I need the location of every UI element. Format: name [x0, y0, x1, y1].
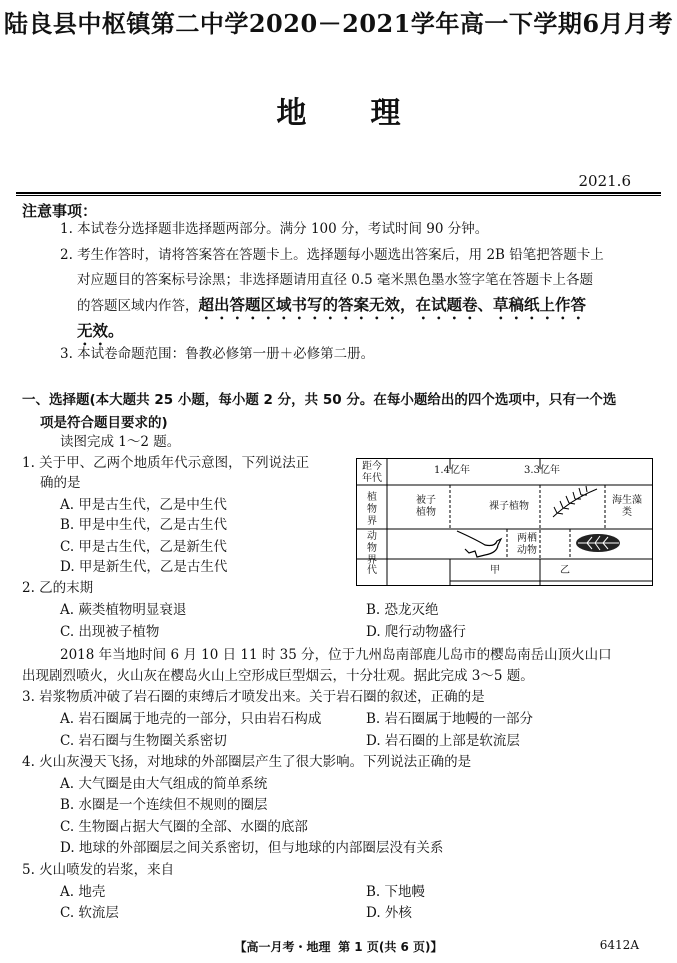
era-yi: 乙 — [560, 565, 570, 576]
dinosaur-drawing — [457, 531, 501, 557]
row-label-plants: 植物界 — [367, 492, 377, 527]
notice-item-2-line-1: 2. 考生作答时，请将答案答在答题卡上。选择题每小题选出答案后，用 2B 铅笔把答题卡上 — [60, 247, 604, 263]
question-1-option-d: D. 甲是新生代，乙是古生代 — [60, 559, 228, 575]
question-4-option-a: A. 大气圈是由大气组成的简单系统 — [60, 776, 268, 792]
question-5-option-b: B. 下地幔 — [366, 884, 426, 900]
era-jia: 甲 — [490, 565, 500, 576]
notice-item-2-emphasis-end: 无效。 — [77, 322, 124, 340]
question-2-stem: 2. 乙的末期 — [22, 580, 94, 596]
question-2-option-c: C. 出现被子植物 — [60, 624, 160, 640]
row-label-animals: 动物界 — [367, 531, 377, 566]
question-2-option-a: A. 蕨类植物明显衰退 — [60, 602, 187, 618]
footer-page: 第 1 页(共 6 页)】 — [338, 940, 443, 954]
question-1-stem-line-1: 1. 关于甲、乙两个地质年代示意图，下列说法正 — [22, 455, 310, 471]
question-5-option-c: C. 软流层 — [60, 905, 119, 921]
question-3-option-d: D. 岩石圈的上部是软流层 — [366, 733, 520, 749]
header-rule — [16, 192, 661, 194]
notice-item-3: 3. 本试卷命题范围：鲁教必修第一册＋必修第二册。 — [60, 346, 375, 362]
figure-intro: 读图完成 1～2 题。 — [60, 434, 181, 450]
question-5-option-a: A. 地壳 — [60, 884, 106, 900]
row-label-years: 距今年代 — [362, 461, 382, 484]
subject-title: 地理 — [276, 96, 465, 131]
geologic-era-figure — [356, 458, 653, 586]
exam-date: 2021.6 — [578, 172, 631, 190]
plant-angiosperm: 被子植物 — [416, 495, 436, 518]
leaf-fossil-drawing — [576, 534, 620, 552]
header-rule-thin — [16, 195, 661, 196]
time-mark-1: 1.4亿年 — [434, 465, 470, 476]
question-4-option-b: B. 水圈是一个连续但不规则的圈层 — [60, 797, 268, 813]
notice-item-2-line-2: 对应题目的答案标号涂黑；非选择题请用直径 0.5 毫米黑色墨水签字笔在答题卡上各题 — [77, 272, 594, 288]
question-1-option-b: B. 甲是中生代，乙是古生代 — [60, 517, 228, 533]
notice-item-1: 1. 本试卷分选择题非选择题两部分。满分 100 分，考试时间 90 分钟。 — [60, 221, 489, 237]
question-5-stem: 5. 火山喷发的岩浆，来自 — [22, 862, 175, 878]
plant-gymnosperm: 裸子植物 — [489, 501, 529, 512]
page-footer — [0, 938, 677, 955]
question-1-option-c: C. 甲是古生代，乙是新生代 — [60, 539, 227, 555]
question-2-option-b: B. 恐龙灭绝 — [366, 602, 439, 618]
animal-amphibian: 两栖动物 — [517, 533, 537, 556]
question-1-option-a: A. 甲是古生代，乙是中生代 — [60, 497, 227, 513]
section-heading-line-1: 一、选择题(本大题共 25 小题，每小题 2 分，共 50 分。在每小题给出的四个选项中，只有一个选 — [22, 392, 617, 408]
question-3-option-b: B. 岩石圈属于地幔的一部分 — [366, 711, 534, 727]
row-label-era: 代 — [367, 565, 377, 576]
question-5-option-d: D. 外核 — [366, 905, 412, 921]
paper-code: 6412A — [599, 938, 639, 952]
question-3-stem: 3. 岩浆物质冲破了岩石圈的束缚后才喷发出来。关于岩石圈的叙述，正确的是 — [22, 689, 485, 705]
question-4-option-c: C. 生物圈占据大气圈的全部、水圈的底部 — [60, 819, 308, 835]
section-heading-line-2: 项是符合题目要求的) — [40, 415, 168, 431]
notice-heading: 注意事项： — [22, 202, 98, 220]
exam-title: 陆良县中枢镇第二中学2020－2021学年高一下学期6月月考 — [3, 9, 674, 38]
question-3-option-c: C. 岩石圈与生物圈关系密切 — [60, 733, 227, 749]
fern-leaf-drawing — [553, 486, 597, 517]
notice-item-2-emphasis: 超出答题区域书写的答案无效，在试题卷、草稿纸上作答 — [198, 296, 587, 314]
plant-marine-algae: 海生藻类 — [612, 495, 642, 518]
question-2-option-d: D. 爬行动物盛行 — [366, 624, 466, 640]
time-mark-2: 3.3亿年 — [524, 465, 560, 476]
question-4-option-d: D. 地球的外部圈层之间关系密切，但与地球的内部圈层没有关系 — [60, 840, 444, 856]
notice-item-2-line-3 — [77, 295, 586, 323]
notice-item-2-plain: 的答题区域内作答， — [77, 298, 199, 314]
question-4-stem: 4. 火山灰漫天飞扬，对地球的外部圈层产生了很大影响。下列说法正确的是 — [22, 754, 472, 770]
question-1-stem-line-2: 确的是 — [40, 475, 81, 491]
question-3-option-a: A. 岩石圈属于地壳的一部分，只由岩石构成 — [60, 711, 322, 727]
passage-line-2: 出现剧烈喷火，火山灰在樱岛火山上空形成巨型烟云，十分壮观。据此完成 3～5 题。 — [22, 668, 534, 684]
footer-label: 【高一月考・地理 — [234, 940, 331, 954]
passage-line-1: 2018 年当地时间 6 月 10 日 11 时 35 分，位于九州岛南部鹿儿岛市的樱岛南岳山顶火山口 — [60, 647, 612, 663]
